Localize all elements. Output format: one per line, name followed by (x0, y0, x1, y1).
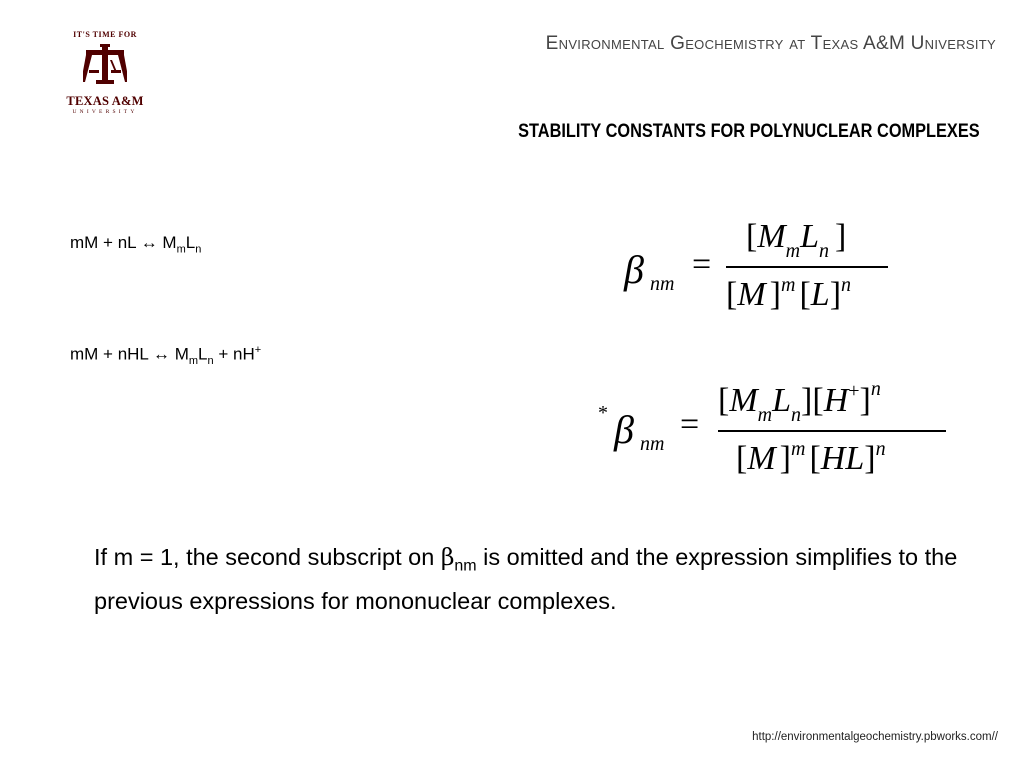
equals-sign: = (692, 246, 712, 283)
fraction-bar (718, 430, 946, 432)
footer-url-link[interactable]: http://environmentalgeochemistry.pbworks.com// (752, 731, 998, 743)
beta-symbol: β (614, 407, 634, 452)
star-marker: * (598, 402, 608, 424)
ligand-subscript: n (195, 243, 202, 256)
numerator: [MmLn ] (746, 218, 847, 262)
university-logo (62, 30, 148, 116)
proton-charge: + (254, 344, 262, 356)
header-title: Environmental Geochemistry at Texas A&M University (545, 33, 996, 54)
reaction-metal: M (169, 344, 189, 364)
note-beta-symbol: β (440, 543, 455, 571)
reaction-lhs: mM + nL (70, 233, 141, 252)
logo-name: TEXAS A&M (66, 94, 144, 108)
metal-subscript: m (188, 355, 199, 368)
beta-symbol: β (624, 247, 644, 292)
reaction-lhs: mM + nHL (70, 344, 153, 364)
logo-university: UNIVERSITY (72, 109, 138, 115)
beta-subscript: nm (640, 433, 665, 455)
note-beta-subscript: nm (454, 557, 477, 575)
reaction-protonated-ligand (70, 344, 261, 367)
beta-subscript: nm (650, 273, 675, 295)
explanation-note (94, 540, 974, 618)
atm-monogram-icon (83, 42, 127, 92)
reaction-proton-term: + nH (213, 344, 255, 364)
reversible-arrow-icon: ↔ (152, 344, 170, 364)
denominator: [M ]m [L]n (726, 274, 852, 313)
reaction-ligand: L (198, 344, 208, 364)
numerator: [MmLn][H+]n (718, 378, 881, 426)
metal-subscript: m (176, 243, 186, 256)
note-text-start: If m = 1, the second subscript on (94, 544, 441, 570)
stability-constant-equation (620, 218, 900, 328)
logo-tagline: IT'S TIME FOR (73, 30, 137, 39)
reaction-metal: M (157, 233, 177, 252)
denominator: [M ]m [HL]n (736, 438, 886, 477)
reaction-ligand: L (185, 233, 196, 252)
conditional-stability-constant-equation (596, 378, 966, 492)
ligand-subscript: n (207, 355, 214, 368)
note-text-end: is omitted and the expression simplifies to the previous expressions for mononuclear complexes. (94, 544, 958, 614)
reversible-arrow-icon: ↔ (140, 233, 158, 252)
slide-title: STABILITY CONSTANTS FOR POLYNUCLEAR COMPLEXES (518, 121, 980, 142)
reaction-mononuclear-ligand (70, 233, 201, 255)
fraction-bar (726, 266, 888, 268)
equals-sign: = (680, 406, 700, 443)
